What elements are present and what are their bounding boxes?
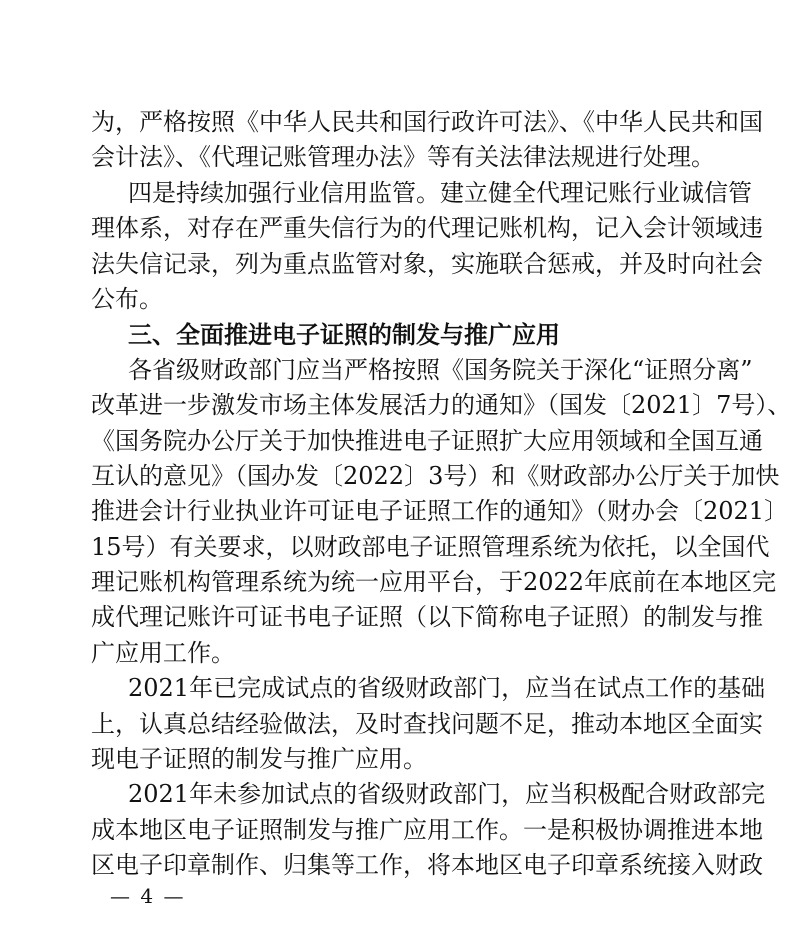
text-line: 法失信记录，列为重点监管对象，实施联合惩戒，并及时向社会 — [91, 249, 763, 278]
text-line: 理体系，对存在严重失信行为的代理记账机构，记入会计领域违 — [91, 214, 763, 243]
text-line: 会计法》、《代理记账管理办法》等有关法律法规进行处理。 — [91, 143, 715, 172]
text-line: 2021年已完成试点的省级财政部门，应当在试点工作的基础 — [128, 674, 766, 703]
text-line: 成本地区电子证照制发与推广应用工作。一是积极协调推进本地 — [91, 815, 763, 844]
text-line: 上，认真总结经验做法，及时查找问题不足，推动本地区全面实 — [91, 709, 763, 738]
text-line: 理记账机构管理系统为统一应用平台，于2022年底前在本地区完 — [91, 568, 777, 597]
page-number: — 4 — — [110, 884, 186, 908]
text-line: 成代理记账许可证书电子证照（以下简称电子证照）的制发与推 — [91, 603, 763, 632]
paragraph — [91, 105, 763, 176]
document-body — [91, 105, 791, 884]
text-line: 区电子印章制作、归集等工作，将本地区电子印章系统接入财政 — [91, 851, 763, 880]
text-line: 15号）有关要求，以财政部电子证照管理系统为依托，以全国代 — [91, 532, 770, 561]
paragraph — [91, 777, 766, 883]
text-line: 广应用工作。 — [91, 638, 235, 667]
section-heading — [91, 317, 629, 352]
paragraph — [91, 671, 766, 777]
text-line: 为，严格按照《中华人民共和国行政许可法》、《中华人民共和国 — [91, 108, 763, 136]
paragraph — [91, 353, 791, 672]
text-line: 《国务院办公厅关于加快推进电子证照扩大应用领域和全国互通 — [91, 426, 763, 455]
text-line: 各省级财政部门应当严格按照《国务院关于深化“证照分离” — [128, 355, 753, 384]
text-line: 四是持续加强行业信用监管。建立健全代理记账行业诚信管 — [128, 178, 752, 207]
paragraph — [91, 176, 763, 318]
text-line: 现电子证照的制发与推广应用。 — [91, 745, 427, 774]
text-line: 公布。 — [91, 284, 163, 313]
text-line: 改革进一步激发市场主体发展活力的通知》（国发〔2021〕7号）、 — [91, 391, 791, 420]
text-line: 2021年未参加试点的省级财政部门，应当积极配合财政部完 — [128, 780, 766, 809]
text-line: 互认的意见》（国办发〔2022〕3号）和《财政部办公厅关于加快 — [91, 461, 780, 490]
text-line: 推进会计行业执业许可证电子证照工作的通知》（财办会〔2021〕 — [91, 497, 789, 526]
text-line: 三、全面推进电子证照的制发与推广应用 — [128, 320, 560, 350]
